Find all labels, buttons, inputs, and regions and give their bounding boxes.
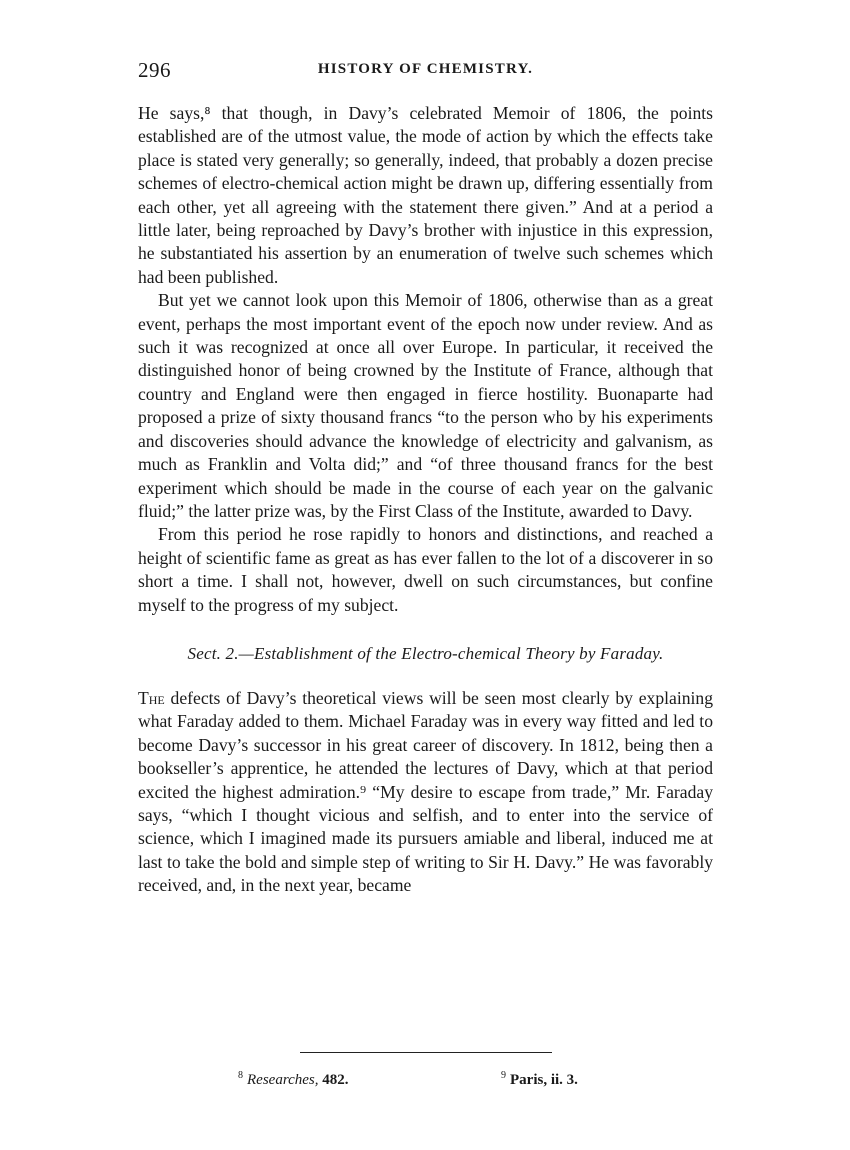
page-content [138, 58, 713, 898]
section-heading: Sect. 2.—Establishment of the Electro-chemical Theory by Faraday. [187, 643, 664, 663]
paragraph-lead-word: The [138, 687, 165, 708]
paragraph-body: defects of Davy’s theoretical views will be seen most clearly by explaining what Faraday added to them. Michael Faraday was in every way fitted and led to become Davy’s successor in his great career of discovery. In 1812, being then a bookseller’s apprentice, he attended the lectures of Davy, which at that period excited the highest admiration.⁹ “My desire to escape from trade,” Mr. Faraday says, “which I thought vicious and selfish, and to enter into the service of science, which I imagined made its pursuers amiable and liberal, induced me at last to take the bold and simple step of writing to Sir H. Davy.” He was favorably received, and, in the next year, became [138, 687, 713, 896]
paragraph: But yet we cannot look upon this Memoir of 1806, otherwise than as a great event, perhaps the most important event of the epoch now under review. And as such it was recognized at once all over Europe. In particular, it received the distinguished honor of being crowned by the Institute of France, although that country and England were then engaged in fierce hostility. Buonaparte had proposed a prize of sixty thousand francs “to the person who by his experiments and discoveries should advance the knowledge of electricity and galvanism, as much as Franklin and Volta did;” and “of three thousand francs for the best experiment which should be made in the course of each year on the galvanic fluid;” the latter prize was, by the First Class of the Institute, awarded to Davy. [138, 290, 713, 521]
footnote-title: Researches, [247, 1072, 319, 1088]
page-number: 296 [138, 58, 171, 82]
footnote-mark: 9 [501, 1070, 506, 1081]
running-title: HISTORY OF CHEMISTRY. [317, 61, 534, 77]
footnote-text: Paris, ii. 3. [510, 1072, 578, 1088]
running-head [138, 58, 713, 88]
footnote-mark: 8 [238, 1070, 243, 1081]
footnotes [138, 1070, 713, 1092]
footnote-rule [300, 1052, 552, 1053]
footnote [501, 1070, 578, 1089]
footnote [238, 1070, 349, 1089]
body-text [138, 102, 713, 898]
paragraph [138, 687, 713, 898]
footnote-text: 482. [318, 1072, 349, 1088]
paragraph: He says,⁸ that though, in Davy’s celebrated Memoir of 1806, the points established are of the utmost value, the mode of action by which the effects take place is stated very generally; so generally, indeed, that probably a dozen precise schemes of electro-chemical action might be drawn up, differing essentially from each other, yet all agreeing with the statement there given.” And at a period a little later, being reproached by Davy’s brother with injustice in this expression, he substantiated his assertion by an enumeration of twelve such schemes which had been published. [138, 103, 713, 287]
paragraph: From this period he rose rapidly to honors and distinctions, and reached a height of scientific fame as great as has ever fallen to the lot of a discoverer in so short a time. I shall not, however, dwell on such circumstances, but confine myself to the progress of my subject. [138, 524, 713, 615]
